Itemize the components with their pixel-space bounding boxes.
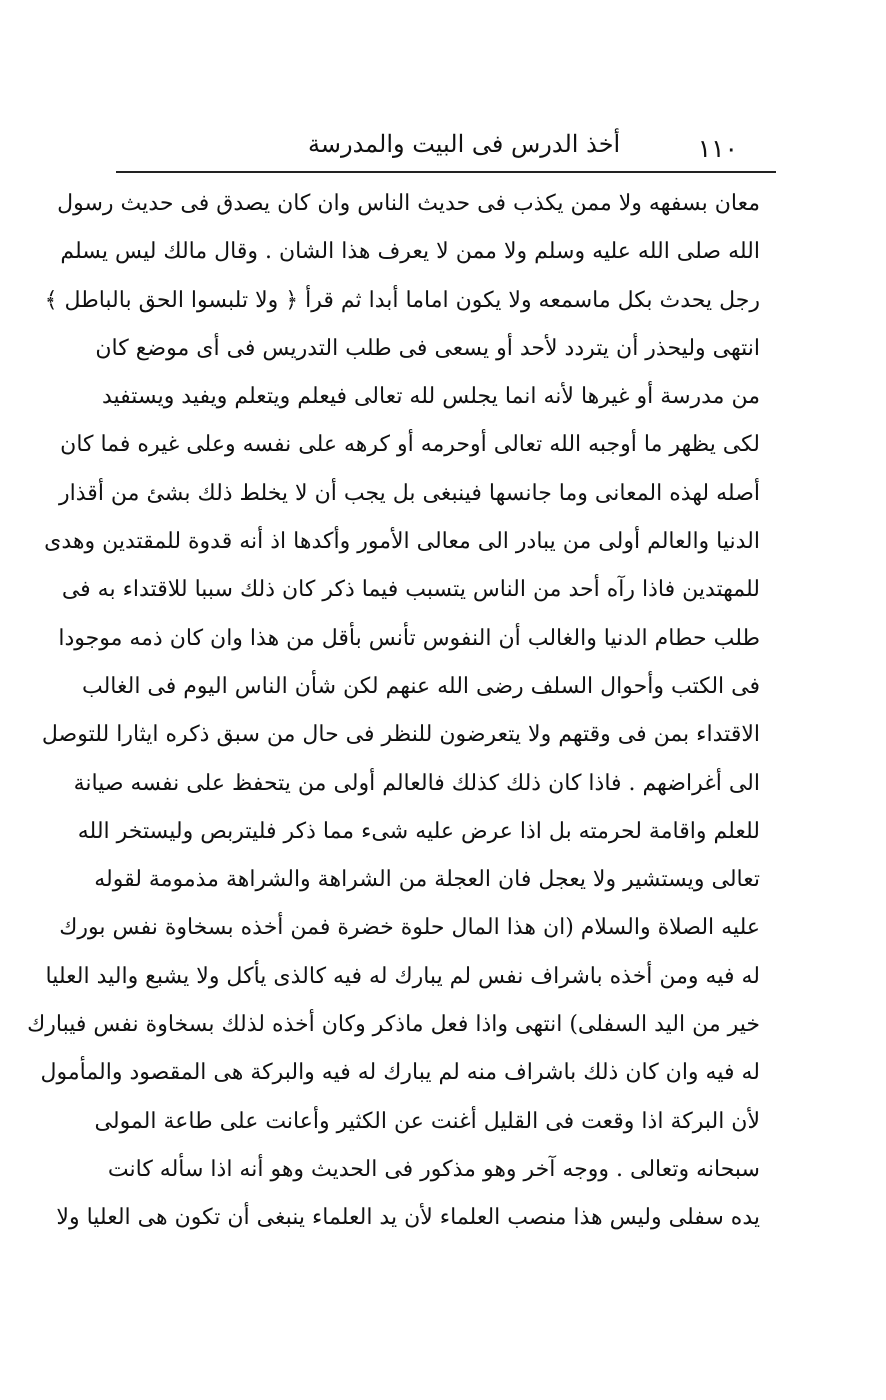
running-head [118,128,758,168]
text-line: من مدرسة أو غيرها لأنه انما يجلس لله تعالى فيعلم ويتعلم ويفيد ويستفيد [101,384,760,410]
text-line: سبحانه وتعالى . ووجه آخر وهو مذكور فى الحديث وهو أنه اذا سأله كانت [107,1156,760,1182]
text-line: فى الكتب وأحوال السلف رضى الله عنهم لكن شأن الناس اليوم فى الغالب [82,673,760,699]
text-line: له فيه وان كان ذلك باشراف منه لم يبارك له فيه والبركة هى المقصود والمأمول [40,1060,760,1086]
body-text [27,180,760,1243]
text-line: له فيه ومن أخذه باشراف نفس لم يبارك له فيه كالذى يأكل ولا يشبع واليد العليا [45,963,760,989]
text-line: لكى يظهر ما أوجبه الله تعالى أوحرمه أو كرهه على نفسه وعلى غيره فما كان [60,432,760,458]
page-number: ١١٠ [697,134,738,163]
running-title: أخذ الدرس فى البيت والمدرسة [308,130,621,158]
text-line: لأن البركة اذا وقعت فى القليل أغنت عن الكثير وأعانت على طاعة المولى [94,1108,760,1134]
header-rule [116,171,776,173]
text-line: للعلم واقامة لحرمته بل اذا عرض عليه شىء مما ذكر فليتربص وليستخر الله [77,818,760,844]
text-line: الى أغراضهم . فاذا كان ذلك كذلك فالعالم أولى من يتحفظ على نفسه صيانة [73,770,760,796]
text-line: أصله لهذه المعانى وما جانسها فينبغى بل يجب أن لا يخلط ذلك بشئ من أقذار [59,480,760,506]
text-line: انتهى وليحذر أن يتردد لأحد أو يسعى فى طلب التدريس فى أى موضع كان [95,335,760,361]
text-line: معان بسفهه ولا ممن يكذب فى حديث الناس وان كان يصدق فى حديث رسول [57,191,760,216]
text-line: الله صلى الله عليه وسلم ولا ممن لا يعرف هذا الشان . وقال مالك ليس يسلم [60,239,760,265]
text-line: الاقتداء بمن فى وقتهم ولا يتعرضون للنظر فى حال من سبق ذكره ايثارا للتوصل [41,722,760,748]
text-line: طلب حطام الدنيا والغالب أن النفوس تأنس بأقل من هذا وان كان ذمه موجودا [58,625,760,651]
text-line: للمهتدين فاذا رآه أحد من الناس يتسبب فيما ذكر كان ذلك سببا للاقتداء به فى [61,577,760,603]
text-line: يده سفلى وليس هذا منصب العلماء لأن يد العلماء ينبغى أن تكون هى العليا ولا [56,1205,760,1231]
text-line: رجل يحدث بكل ماسمعه ولا يكون اماما أبدا ثم قرأ ﴿ ولا تلبسوا الحق بالباطل ﴾ [44,287,760,313]
text-line: الدنيا والعالم أولى من يبادر الى معالى الأمور وأكدها اذ أنه قدوة للمقتدين وهدى [44,529,760,555]
text-line: عليه الصلاة والسلام (ان هذا المال حلوة خضرة فمن أخذه بسخاوة نفس بورك [59,915,760,941]
text-line: خير من اليد السفلى) انتهى واذا فعل ماذكر وكان أخذه لذلك بسخاوة نفس فيبارك [27,1012,760,1038]
text-line: تعالى ويستشير ولا يعجل فان العجلة من الشراهة والشراهة مذمومة لقوله [94,867,760,893]
